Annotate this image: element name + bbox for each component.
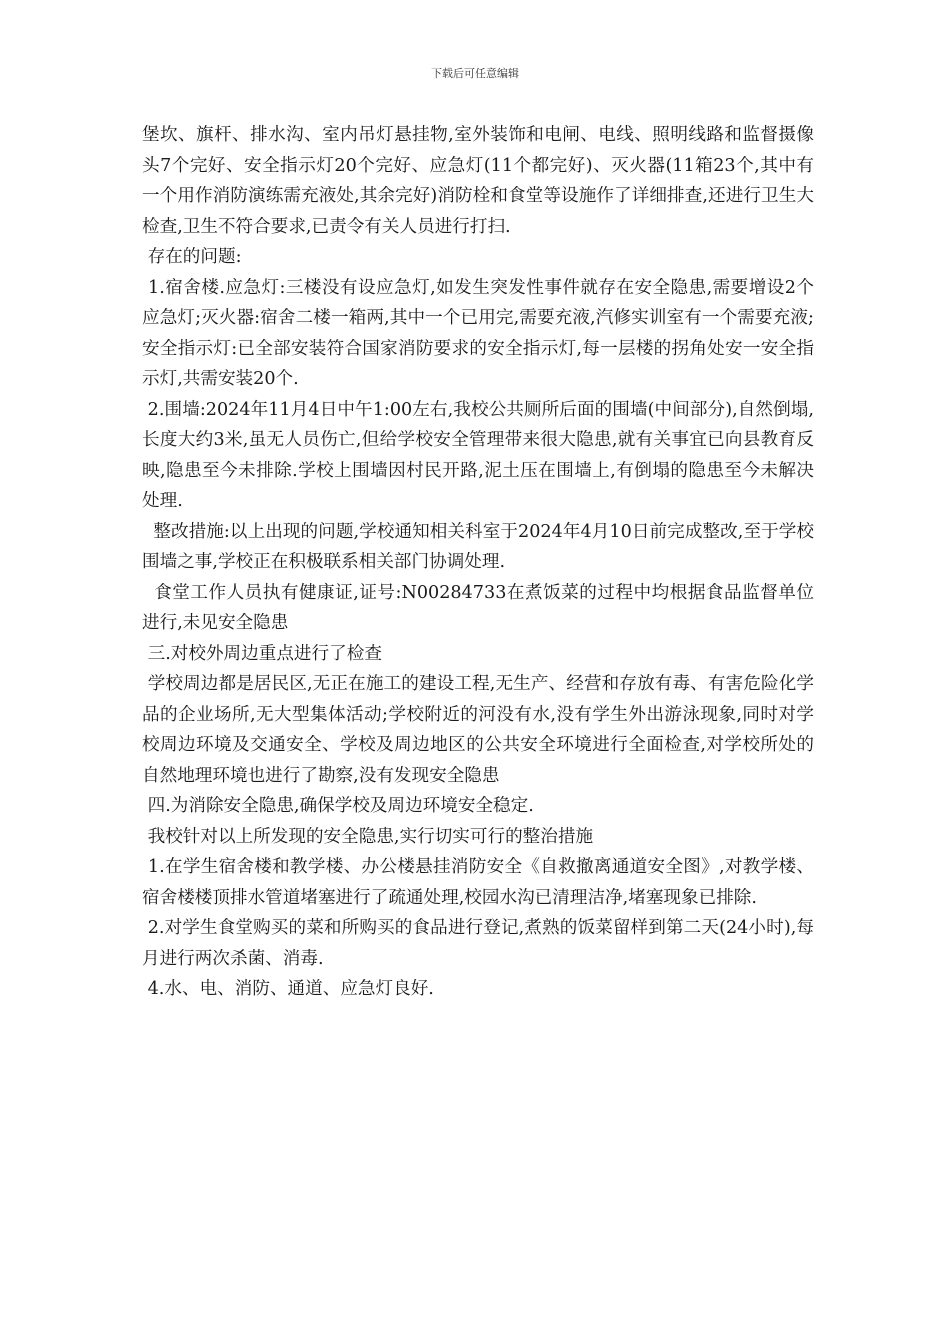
section-heading-off-campus-check: 三.对校外周边重点进行了检查 xyxy=(142,643,382,664)
list-item-measure-4: 4.水、电、消防、通道、应急灯良好. xyxy=(142,979,434,999)
paragraph-problem-dormitory: 1.宿舍楼.应急灯:三楼没有设应急灯,如发生突发性事件就存在安全隐患,需要增设2个应急灯;灭火器:宿舍二楼一箱两,其中一个已用完,需要充液,汽修实训室有一个需要充液;安全指示灯:已全部安装符合国家消防要求的安全指示灯,每一层楼的拐角处安一安全指示灯,共需安装20个. xyxy=(142,277,814,389)
page-header-watermark: 下载后可任意编辑 xyxy=(431,67,519,80)
paragraph-existing-problems-heading: 存在的问题: xyxy=(142,247,242,267)
document-body xyxy=(142,120,814,1005)
paragraph-facility-inspection: 堡坎、旗杆、排水沟、室内吊灯悬挂物,室外装饰和电闸、电线、照明线路和监督摄像头7个完好、安全指示灯20个完好、应急灯(11个都完好)、灭火器(11箱23个,其中有一个用作消防演练需充液处,其余完好)消防栓和食堂等设施作了详细排查,还进行卫生大检查,卫生不符合要求,已责令有关人员进行打扫. xyxy=(142,125,814,237)
paragraph-problem-wall: 2.围墙:2024年11月4日中午1:00左右,我校公共厕所后面的围墙(中间部分),自然倒塌,长度大约3米,虽无人员伤亡,但给学校安全管理带来很大隐患,就有关事宜已向县教育反映,隐患至今未排除.学校上围墙因村民开路,泥土压在围墙上,有倒塌的隐患至今未解决处理. xyxy=(142,399,814,511)
list-item-measure-2: 2.对学生食堂购买的菜和所购买的食品进行登记,煮熟的饭菜留样到第二天(24小时),每月进行两次杀菌、消毒. xyxy=(142,918,814,969)
paragraph-rectification-measures: 整改措施:以上出现的问题,学校通知相关科室于2024年4月10日前完成整改,至于学校围墙之事,学校正在积极联系相关部门协调处理. xyxy=(142,521,814,572)
paragraph-surroundings: 学校周边都是居民区,无正在施工的建设工程,无生产、经营和存放有毒、有害危险化学品的企业场所,无大型集体活动;学校附近的河没有水,没有学生外出游泳现象,同时对学校周边环境及交通安全、学校及周边地区的公共安全环境进行全面检查,对学校所处的自然地理环境也进行了勘察,没有发现安全隐患 xyxy=(142,674,814,786)
section-heading-eliminate-hazards: 四.为消除安全隐患,确保学校及周边环境安全稳定. xyxy=(142,796,534,816)
paragraph-canteen-staff: 食堂工作人员执有健康证,证号:N00284733在煮饭菜的过程中均根据食品监督单位进行,未见安全隐患 xyxy=(142,582,814,633)
paragraph-measures-intro: 我校针对以上所发现的安全隐患,实行切实可行的整治措施 xyxy=(142,826,594,847)
list-item-measure-1: 1.在学生宿舍楼和教学楼、办公楼悬挂消防安全《自救撤离通道安全图》,对教学楼、宿舍楼楼顶排水管道堵塞进行了疏通处理,校园水沟已清理洁净,堵塞现象已排除. xyxy=(142,857,814,908)
